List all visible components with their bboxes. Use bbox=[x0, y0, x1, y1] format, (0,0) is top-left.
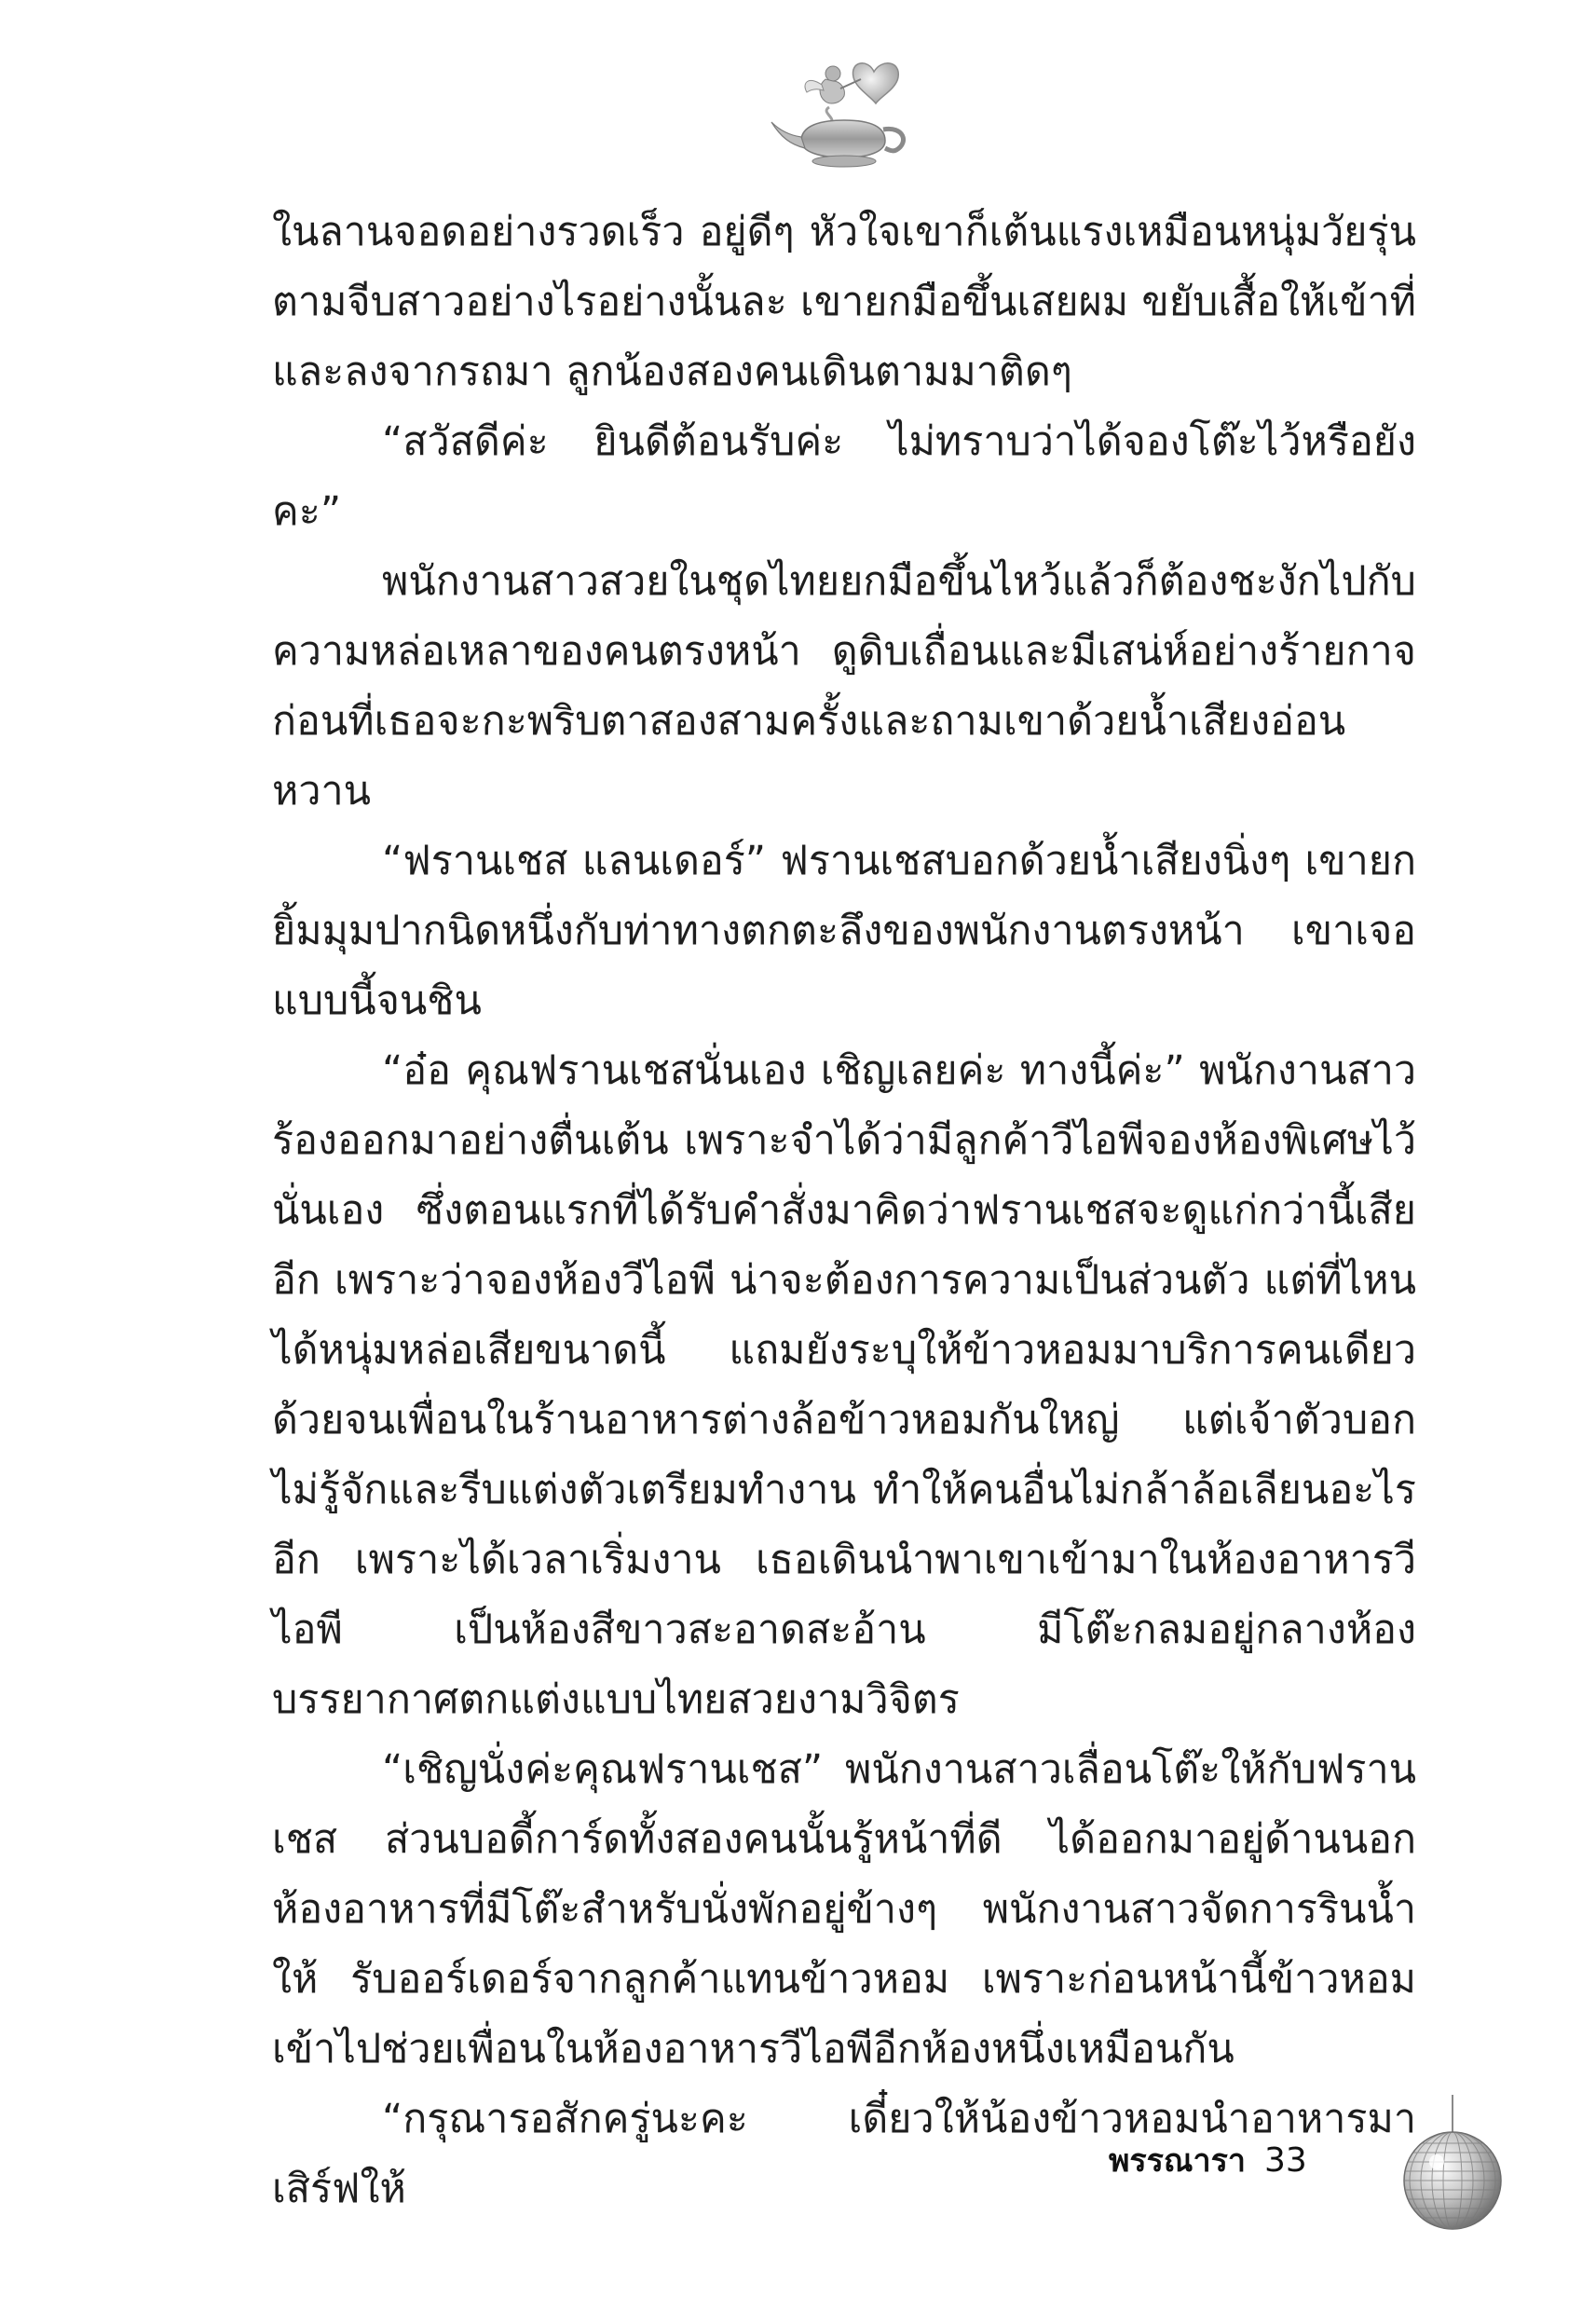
book-title: พรรณารา bbox=[1109, 2142, 1246, 2180]
paragraph: “กรุณารอสักครู่นะคะ เดี๋ยวให้น้องข้าวหอมนำอาหารมาเสิร์ฟให้ bbox=[272, 2096, 1416, 2212]
paragraph: “อ๋อ คุณฟรานเชสนั่นเอง เชิญเลยค่ะ ทางนี้ค่ะ” พนักงานสาวร้องออกมาอย่างตื่นเต้น เพราะจำได้ว่ามีลูกค้าวีไอพีจองห้องพิเศษไว้นั่นเอง ซึ่งตอนแรกที่ได้รับคำสั่งมาคิดว่าฟรานเชสจะดูแก่กว่านี้เสียอีก เพราะว่าจองห้องวีไอพี น่าจะต้องการความเป็นส่วนตัว แต่ที่ไหนได้หนุ่มหล่อเสียขนาดนี้ แถมยังระบุให้ข้าวหอมมาบริการคนเดียวด้วยจนเพื่อนในร้านอาหารต่างล้อข้าวหอมกันใหญ่ แต่เจ้าตัวบอกไม่รู้จักและรีบแต่งตัวเตรียมทำงาน ทำให้คนอื่นไม่กล้าล้อเลียนอะไรอีก เพราะได้เวลาเริ่มงาน เธอเดินนำพาเขาเข้ามาในห้องอาหารวีไอพี เป็นห้องสีขาวสะอาดสะอ้าน มีโต๊ะกลมอยู่กลางห้อง บรรยากาศตกแต่งแบบไทยสวยงามวิจิตร bbox=[272, 1047, 1416, 1723]
page-number: 33 bbox=[1263, 2140, 1307, 2180]
disco-ball-icon bbox=[1396, 2095, 1509, 2235]
page-footer bbox=[1109, 2132, 1307, 2188]
cupid-teapot-icon bbox=[764, 51, 922, 172]
paragraph: “เชิญนั่งค่ะคุณฟรานเชส” พนักงานสาวเลื่อนโต๊ะให้กับฟรานเชส ส่วนบอดี้การ์ดทั้งสองคนนั้นรู้หน้าที่ดี ได้ออกมาอยู่ด้านนอกห้องอาหารที่มีโต๊ะสำหรับนั่งพักอยู่ข้างๆ พนักงานสาวจัดการรินน้ำให้ รับออร์เดอร์จากลูกค้าแทนข้าวหอม เพราะก่อนหน้านี้ข้าวหอมเข้าไปช่วยเพื่อนในห้องอาหารวีไอพีอีกห้องหนึ่งเหมือนกัน bbox=[272, 1746, 1416, 2072]
paragraph: พนักงานสาวสวยในชุดไทยยกมือขึ้นไหว้แล้วก็ต้องชะงักไปกับความหล่อเหลาของคนตรงหน้า ดูดิบเถื่อนและมีเสน่ห์อย่างร้ายกาจก่อนที่เธอจะกะพริบตาสองสามครั้งและถามเขาด้วยน้ำเสียงอ่อนหวาน bbox=[272, 558, 1416, 814]
paragraph: ในลานจอดอย่างรวดเร็ว อยู่ดีๆ หัวใจเขาก็เต้นแรงเหมือนหนุ่มวัยรุ่นตามจีบสาวอย่างไรอย่างนั้นละ เขายกมือขึ้นเสยผม ขยับเสื้อให้เข้าที่ และลงจากรถมา ลูกน้องสองคนเดินตามมาติดๆ bbox=[272, 209, 1416, 395]
paragraph: “ฟรานเชส แลนเดอร์” ฟรานเชสบอกด้วยน้ำเสียงนิ่งๆ เขายกยิ้มมุมปากนิดหนึ่งกับท่าทางตกตะลึงของพนักงานตรงหน้า เขาเจอแบบนี้จนชิน bbox=[272, 838, 1416, 1024]
paragraph: “สวัสดีค่ะ ยินดีต้อนรับค่ะ ไม่ทราบว่าได้จองโต๊ะไว้หรือยังคะ” bbox=[272, 418, 1416, 535]
